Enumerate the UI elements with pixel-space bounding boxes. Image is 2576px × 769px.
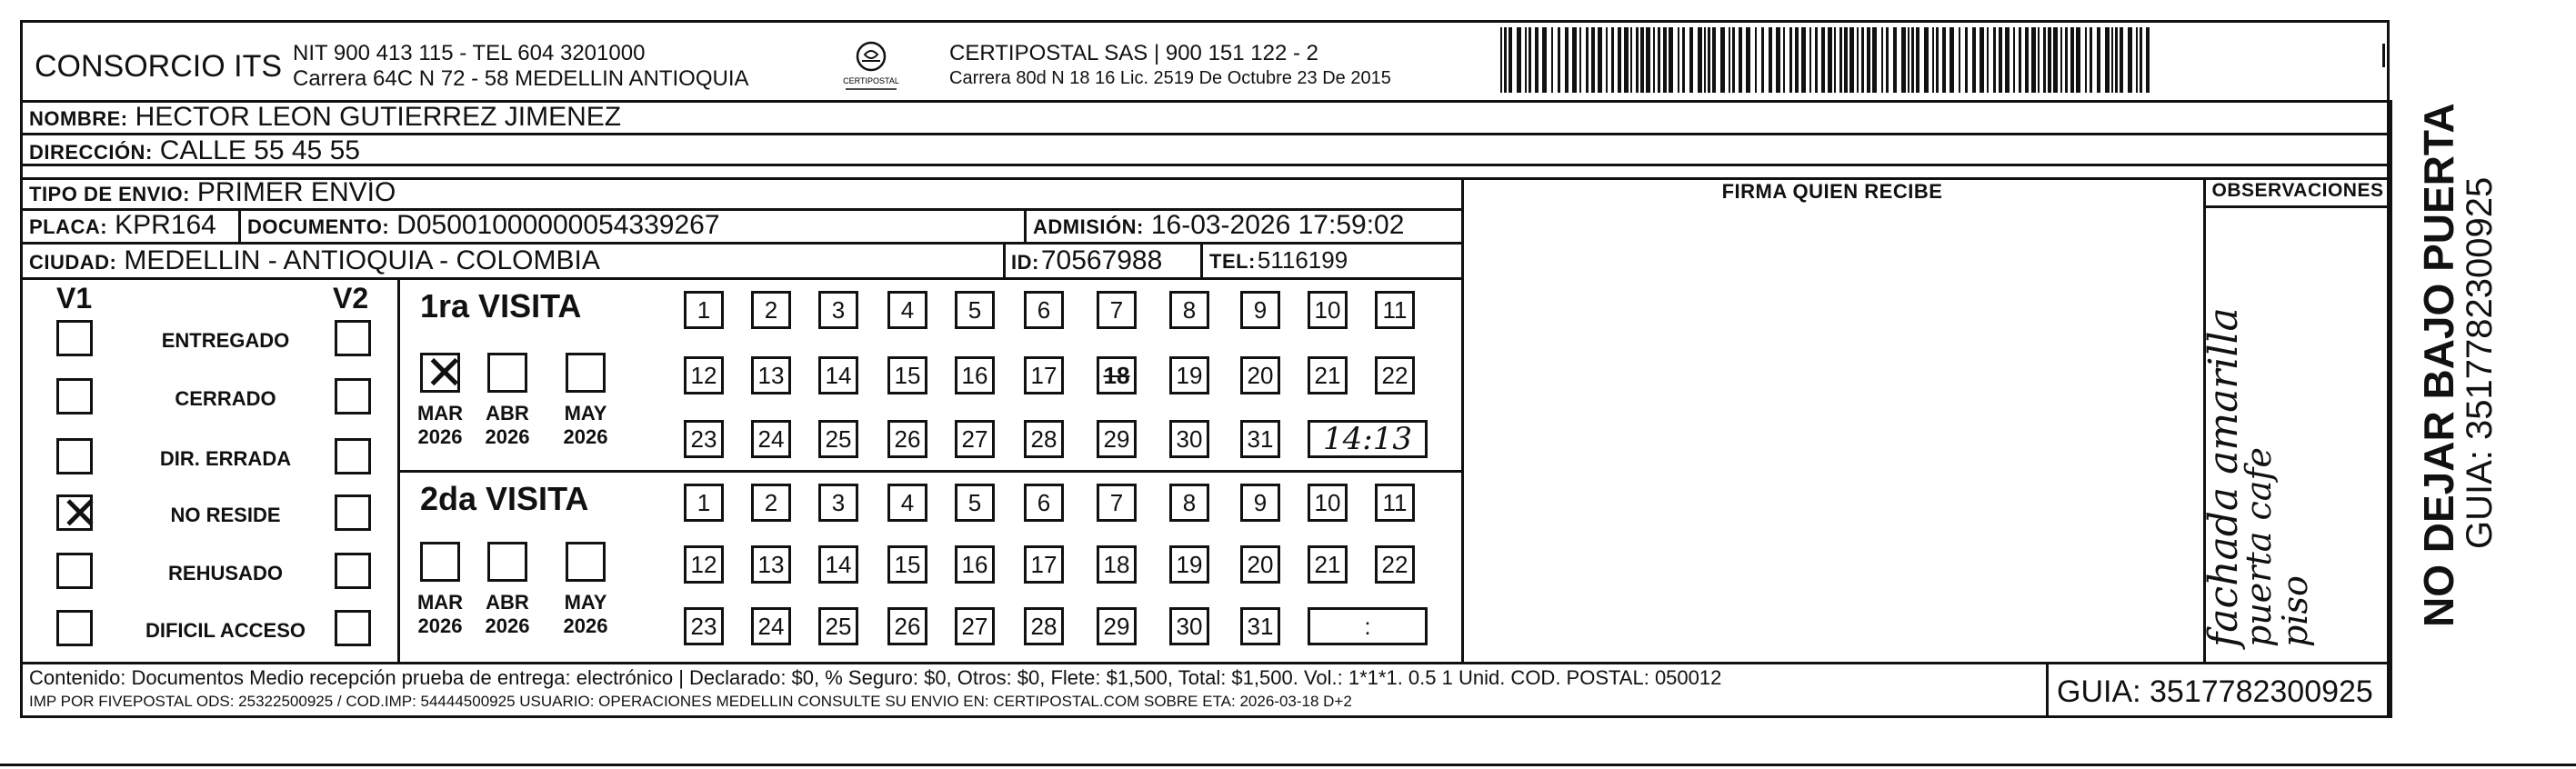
day-box[interactable]: 9 — [1240, 291, 1280, 329]
month-checkbox[interactable] — [420, 542, 460, 582]
admision-field — [1033, 210, 1404, 241]
day-box[interactable]: 2 — [751, 291, 791, 329]
tipo-field — [29, 177, 396, 208]
rule — [20, 277, 1461, 280]
barcode-bar — [1828, 27, 1832, 93]
barcode-bar — [1640, 27, 1644, 93]
barcode-bar — [2097, 27, 2100, 93]
direccion-value: CALLE 55 45 55 — [159, 135, 360, 165]
day-box[interactable]: 29 — [1097, 420, 1137, 458]
day-box[interactable]: 16 — [955, 356, 995, 394]
day-box[interactable]: 4 — [887, 291, 927, 329]
barcode-bar — [1732, 27, 1735, 93]
company-nit: NIT 900 413 115 - TEL 604 3201000 — [293, 41, 646, 65]
barcode-bar — [1932, 27, 1934, 93]
certipostal-info: CERTIPOSTAL SAS | 900 151 122 - 2 — [949, 41, 1318, 65]
barcode-bar — [1579, 27, 1581, 93]
day-box[interactable]: 5 — [955, 484, 995, 522]
barcode-bar — [1924, 27, 1929, 93]
barcode-bar — [1942, 27, 1946, 93]
month-checkbox[interactable] — [420, 347, 465, 400]
barcode-bar — [1678, 27, 1679, 93]
barcode-bar — [2025, 27, 2029, 93]
barcode-bar — [1755, 27, 1757, 93]
day-box[interactable]: 1 — [684, 484, 724, 522]
day-box[interactable]: 30 — [1169, 607, 1209, 645]
rule — [2203, 205, 2390, 208]
rule — [2046, 662, 2049, 718]
barcode-bar — [1769, 27, 1772, 93]
barcode-bar — [1861, 27, 1864, 93]
barcode-bar — [1591, 27, 1595, 93]
day-box[interactable]: 22 — [1375, 545, 1415, 584]
barcode-bar — [1598, 27, 1602, 93]
rule — [20, 662, 2390, 664]
month-label: ABR — [486, 591, 529, 614]
year-label: 2026 — [485, 425, 530, 448]
year-label: 2026 — [563, 614, 608, 637]
barcode-bar — [1535, 27, 1539, 93]
barcode-bar — [1611, 27, 1614, 93]
barcode-bar — [1720, 27, 1725, 93]
barcode-bar — [1893, 27, 1897, 93]
day-box[interactable]: 27 — [955, 420, 995, 458]
placa-label: PLACA: — [29, 215, 108, 238]
month-label: MAR — [416, 402, 464, 424]
day-box[interactable]: 31 — [1240, 420, 1280, 458]
barcode-bar — [1993, 27, 1996, 93]
barcode-bar — [1844, 27, 1848, 93]
v2-checkbox[interactable] — [335, 320, 371, 356]
day-box[interactable]: 26 — [887, 420, 927, 458]
rule — [20, 164, 2390, 166]
barcode-bar — [1999, 27, 2002, 93]
barcode-bar — [1708, 27, 1710, 93]
month-checkbox[interactable] — [487, 542, 527, 582]
certipostal-license: Carrera 80d N 18 16 Lic. 2519 De Octubre 23 De 2015 — [949, 68, 1391, 88]
v1-checkbox[interactable] — [56, 378, 93, 414]
day-box[interactable]: 6 — [1024, 291, 1064, 329]
signature-area[interactable] — [1466, 209, 2200, 659]
nombre-field — [29, 102, 621, 133]
barcode-bar — [1551, 27, 1553, 93]
v2-checkbox[interactable] — [335, 610, 371, 646]
day-box[interactable]: 19 — [1169, 545, 1209, 584]
barcode-bar — [1630, 27, 1632, 93]
barcode-bar — [1886, 27, 1889, 93]
barcode-bar — [1663, 27, 1667, 93]
barcode-bar — [2111, 27, 2113, 93]
id-field — [1011, 245, 1162, 276]
status-option-label: DIFICIL ACCESO — [145, 619, 306, 642]
rule — [1200, 242, 1203, 277]
barcode-bar — [1704, 27, 1706, 93]
rule — [1461, 177, 1464, 662]
day-box[interactable]: 11 — [1375, 291, 1415, 329]
rule — [397, 470, 1461, 473]
v1-checkbox[interactable] — [56, 320, 93, 356]
day-box[interactable]: 11 — [1375, 484, 1415, 522]
barcode-bar — [2065, 27, 2068, 93]
day-box[interactable]: 19 — [1169, 356, 1209, 394]
barcode-bar — [1586, 27, 1589, 93]
day-box[interactable]: 5 — [955, 291, 995, 329]
tipo-value: PRIMER ENVÍO — [196, 177, 396, 207]
barcode-bar — [2076, 27, 2080, 93]
month-checkbox[interactable] — [487, 353, 527, 393]
day-box[interactable]: 23 — [684, 607, 724, 645]
barcode-bar — [2120, 27, 2123, 93]
barcode-bar — [1572, 27, 1577, 93]
day-box[interactable]: 8 — [1169, 484, 1209, 522]
day-box[interactable]: 12 — [684, 356, 724, 394]
observaciones-line-3: piso — [2275, 575, 2315, 647]
day-box[interactable]: 23 — [684, 420, 724, 458]
barcode-bar — [2070, 27, 2074, 93]
check-mark: ✕ — [425, 347, 465, 400]
day-box[interactable]: 6 — [1024, 484, 1064, 522]
barcode-bar — [1783, 27, 1785, 93]
barcode-bar — [1965, 27, 1968, 93]
day-box[interactable]: 28 — [1024, 420, 1064, 458]
month-checkbox[interactable] — [566, 542, 606, 582]
barcode-bar — [2053, 27, 2058, 93]
barcode-bar — [1911, 27, 1914, 93]
v2-checkbox[interactable] — [335, 494, 371, 531]
v1-checkbox[interactable] — [56, 553, 93, 589]
year-label: 2026 — [563, 425, 608, 448]
rule — [2390, 100, 2392, 718]
day-box[interactable]: 18 — [1097, 545, 1137, 584]
tel-value: 5116199 — [1257, 246, 1348, 274]
day-box[interactable]: 13 — [751, 356, 791, 394]
barcode-bar — [1950, 27, 1954, 93]
barcode-bar — [1653, 27, 1655, 93]
rule — [1024, 208, 1027, 242]
barcode-bar — [1809, 27, 1811, 93]
barcode-bar — [1857, 27, 1859, 93]
barcode-bar — [1815, 27, 1818, 93]
day-box[interactable]: 26 — [887, 607, 927, 645]
barcode-bar — [1517, 27, 1521, 93]
barcode-bar — [1867, 27, 1870, 93]
day-box[interactable]: 9 — [1240, 484, 1280, 522]
status-option-label: NO RESIDE — [170, 504, 281, 526]
barcode-bar — [1801, 27, 1806, 93]
status-option-label: ENTREGADO — [161, 329, 290, 352]
direccion-label: DIRECCIÓN: — [29, 141, 153, 164]
barcode-bar — [1834, 27, 1836, 93]
barcode-bar — [1565, 27, 1569, 93]
barcode-bar — [1525, 27, 1527, 93]
logo-text: CERTIPOSTAL — [843, 76, 899, 85]
documento-value: D05001000000054339267 — [396, 210, 720, 240]
barcode-bar — [1698, 27, 1702, 93]
barcode-bar — [1789, 27, 1792, 93]
barcode-bar — [1636, 27, 1639, 93]
day-box[interactable]: 18 — [1097, 356, 1137, 394]
barcode-bar — [1529, 27, 1531, 93]
company-name: CONSORCIO ITS — [35, 49, 283, 84]
barcode-bar — [1558, 27, 1560, 93]
barcode-bar — [1606, 27, 1608, 93]
barcode-tick — [2382, 44, 2385, 67]
barcode-bar — [1618, 27, 1621, 93]
side-guia: GUIA: 3517782300925 — [2460, 176, 2500, 549]
day-box[interactable]: 16 — [955, 545, 995, 584]
barcode-bar — [2038, 27, 2040, 93]
admision-label: ADMISIÓN: — [1033, 215, 1144, 238]
footer-guia: GUIA: 3517782300925 — [2057, 674, 2373, 709]
direccion-field — [29, 135, 360, 166]
v2-checkbox[interactable] — [335, 378, 371, 414]
day-box[interactable]: 20 — [1240, 356, 1280, 394]
barcode-bar — [2136, 27, 2138, 93]
barcode-bar — [1689, 27, 1693, 93]
nombre-value: HECTOR LEON GUTIERREZ JIMENEZ — [135, 102, 622, 132]
rule — [238, 208, 241, 242]
day-box[interactable]: 8 — [1169, 291, 1209, 329]
day-box[interactable]: 1 — [684, 291, 724, 329]
barcode-bar — [1761, 27, 1764, 93]
first-visit-title: 1ra VISITA — [420, 287, 582, 325]
observaciones-line-2: puerta cafe — [2239, 447, 2279, 647]
day-box[interactable]: 30 — [1169, 420, 1209, 458]
placa-value: KPR164 — [115, 210, 216, 240]
ciudad-value: MEDELLIN - ANTIOQUIA - COLOMBIA — [124, 245, 600, 275]
tipo-label: TIPO DE ENVIO: — [29, 183, 190, 205]
day-box[interactable]: 13 — [751, 545, 791, 584]
barcode-bar — [1972, 27, 1976, 93]
no-dejar-bajo-puerta: NO DEJAR BAJO PUERTA — [2415, 103, 2462, 627]
year-label: 2026 — [485, 614, 530, 637]
status-option-label: CERRADO — [175, 387, 276, 410]
barcode-bar — [2048, 27, 2051, 93]
day-box[interactable]: 3 — [818, 484, 858, 522]
ciudad-label: CIUDAD: — [29, 251, 117, 274]
barcode-bar — [2085, 27, 2087, 93]
barcode-bar — [2105, 27, 2110, 93]
barcode-bar — [1669, 27, 1673, 93]
day-box[interactable]: 15 — [887, 545, 927, 584]
barcode-bar — [1624, 27, 1629, 93]
status-option-label: REHUSADO — [168, 562, 283, 584]
barcode-bar — [1746, 27, 1750, 93]
tel-label: TEL: — [1209, 250, 1256, 273]
admision-value: 16-03-2026 17:59:02 — [1150, 210, 1405, 240]
barcode-bar — [1658, 27, 1660, 93]
barcode-bar — [2013, 27, 2015, 93]
barcode-bar — [1795, 27, 1799, 93]
day-box[interactable]: 17 — [1024, 545, 1064, 584]
documento-field — [247, 210, 720, 241]
barcode-bar — [2019, 27, 2021, 93]
nombre-label: NOMBRE: — [29, 107, 128, 130]
barcode-bar — [2060, 27, 2062, 93]
day-box[interactable]: 12 — [684, 545, 724, 584]
month-checkbox[interactable] — [566, 353, 606, 393]
day-box[interactable]: 31 — [1240, 607, 1280, 645]
v1-checkbox[interactable] — [56, 610, 93, 646]
day-box[interactable]: 17 — [1024, 356, 1064, 394]
day-box[interactable]: 29 — [1097, 607, 1137, 645]
barcode-bar — [2031, 27, 2036, 93]
barcode-bar — [2090, 27, 2092, 93]
barcode-bar — [1916, 27, 1919, 93]
barcode-bar — [2115, 27, 2118, 93]
barcode-bar — [1821, 27, 1825, 93]
footer-line-2: IMP POR FIVEPOSTAL ODS: 25322500925 / COD.IMP: 54444500925 USUARIO: OPERACIONES MEDELLIN CONSULTE SU ENVIO EN: CERTIPOSTAL.COM SOBRE ETA: 2026-03-18 D+2 — [29, 693, 1352, 710]
month-label: ABR — [486, 402, 529, 424]
day-box[interactable]: 24 — [751, 607, 791, 645]
v1-checkbox[interactable] — [56, 488, 99, 539]
barcode-bar — [1881, 27, 1883, 93]
v2-checkbox[interactable] — [335, 438, 371, 474]
v2-checkbox[interactable] — [335, 553, 371, 589]
day-box[interactable]: 15 — [887, 356, 927, 394]
barcode-bar — [1987, 27, 1989, 93]
day-box[interactable]: 10 — [1308, 484, 1348, 522]
barcode-bar — [1729, 27, 1730, 93]
page-bottom-rule — [0, 764, 2576, 766]
month-label: MAR — [416, 591, 464, 614]
barcode-bar — [2146, 27, 2150, 93]
barcode-bar — [1936, 27, 1939, 93]
barcode-bar — [1908, 27, 1909, 93]
barcode-bar — [2043, 27, 2046, 93]
year-label: 2026 — [417, 614, 463, 637]
ciudad-field — [29, 245, 600, 276]
day-box[interactable]: 3 — [818, 291, 858, 329]
barcode-bar — [1980, 27, 1984, 93]
barcode-bar — [1542, 27, 1547, 93]
month-label: MAY — [564, 591, 607, 614]
day-box[interactable]: 14 — [818, 356, 858, 394]
day-box[interactable]: 20 — [1240, 545, 1280, 584]
day-box[interactable]: 21 — [1308, 356, 1348, 394]
day-box[interactable]: 10 — [1308, 291, 1348, 329]
year-label: 2026 — [417, 425, 463, 448]
day-box[interactable]: 21 — [1308, 545, 1348, 584]
firma-header: FIRMA QUIEN RECIBE — [1721, 180, 1943, 203]
id-value: 70567988 — [1040, 245, 1163, 275]
v1-checkbox[interactable] — [56, 438, 93, 474]
barcode-bar — [2005, 27, 2010, 93]
certipostal-logo — [835, 36, 907, 95]
barcode-bar — [1646, 27, 1650, 93]
barcode-bar — [1901, 27, 1906, 93]
status-option-label: DIR. ERRADA — [159, 447, 292, 470]
placa-field — [29, 210, 216, 241]
tel-field — [1209, 247, 1348, 274]
first-visit-time[interactable]: 14:13 — [1308, 420, 1428, 458]
v2-header: V2 — [333, 282, 369, 315]
day-box[interactable]: 2 — [751, 484, 791, 522]
check-mark: ✕ — [61, 488, 99, 539]
second-visit-time[interactable]: : — [1308, 607, 1428, 645]
month-label: MAY — [564, 402, 607, 424]
barcode-bar — [1959, 27, 1960, 93]
company-address: Carrera 64C N 72 - 58 MEDELLIN ANTIOQUIA — [293, 66, 749, 91]
barcode-bar — [1776, 27, 1780, 93]
day-box[interactable]: 14 — [818, 545, 858, 584]
barcode-bar — [1504, 27, 1507, 93]
barcode-bar — [2128, 27, 2132, 93]
barcode-bar — [1739, 27, 1742, 93]
day-box[interactable]: 7 — [1097, 291, 1137, 329]
observaciones-line-1: fachada amarilla — [2200, 307, 2247, 647]
id-label: ID: — [1011, 251, 1039, 274]
day-box[interactable]: 27 — [955, 607, 995, 645]
second-visit-title: 2da VISITA — [420, 480, 589, 517]
barcode-bar — [1712, 27, 1716, 93]
barcode-bar — [2140, 27, 2142, 93]
day-box[interactable]: 4 — [887, 484, 927, 522]
v1-header: V1 — [56, 282, 93, 315]
barcode — [1500, 27, 2155, 93]
barcode-bar — [1682, 27, 1685, 93]
observaciones-header: OBSERVACIONES — [2211, 180, 2384, 201]
barcode-bar — [1849, 27, 1854, 93]
day-box[interactable]: 24 — [751, 420, 791, 458]
day-box[interactable]: 7 — [1097, 484, 1137, 522]
barcode-bar — [1872, 27, 1877, 93]
rule — [20, 242, 1461, 245]
day-box[interactable]: 25 — [818, 420, 858, 458]
rule — [1003, 242, 1006, 277]
footer-line-1: Contenido: Documentos Medio recepción prueba de entrega: electrónico | Declarado: $0, % Seguro: $0, Otros: $0, Flete: $1,500, Total: $1,500. Vol.: 1*1*1. 0.5 1 Unid. COD. POSTAL: 050012 — [29, 666, 1722, 689]
rule — [20, 133, 2390, 135]
barcode-bar — [1839, 27, 1842, 93]
day-box[interactable]: 22 — [1375, 356, 1415, 394]
documento-label: DOCUMENTO: — [247, 215, 390, 238]
barcode-bar — [1509, 27, 1512, 93]
barcode-bar — [1500, 27, 1502, 93]
day-box[interactable]: 28 — [1024, 607, 1064, 645]
day-box[interactable]: 25 — [818, 607, 858, 645]
